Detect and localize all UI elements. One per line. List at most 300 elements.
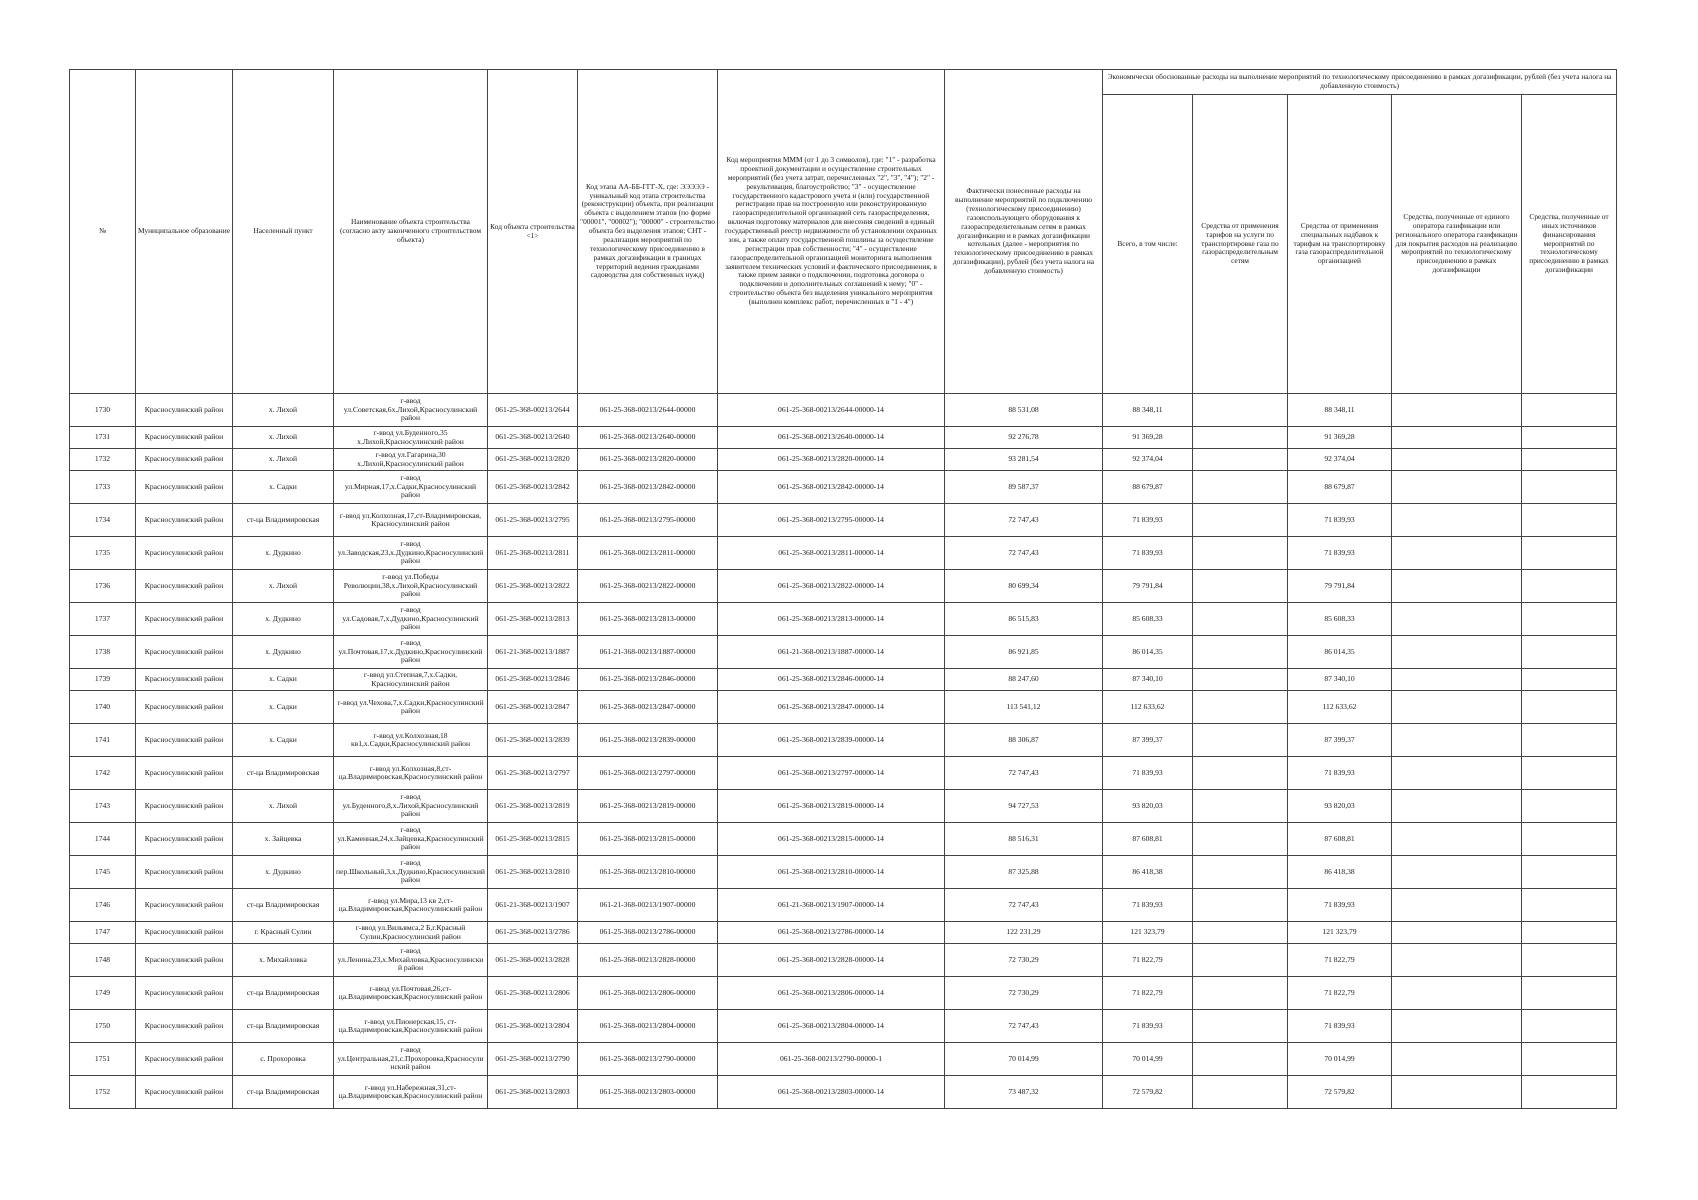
cell-actual-costs: 72 747,43 [945,757,1103,790]
cell-no: 1743 [70,790,136,823]
cell-tariff-transport [1193,636,1288,669]
cell-other-sources [1522,790,1617,823]
cell-no: 1751 [70,1043,136,1076]
cell-other-sources [1522,977,1617,1010]
cell-special-markups: 86 014,35 [1288,636,1392,669]
cell-event-code: 061-25-368-00213/2842-00000-14 [718,471,945,504]
cell-other-sources [1522,504,1617,537]
table-header [70,70,1617,394]
cell-object-name: г-ввод ул.Победы Революции,38,х.Лихой,Красносулинский район [334,570,488,603]
cell-total: 79 791,84 [1103,570,1193,603]
cell-settlement: х. Дудкино [233,603,334,636]
cell-event-code: 061-25-368-00213/2804-00000-14 [718,1010,945,1043]
header-total: Всего, в том числе: [1103,95,1193,394]
cell-municipality: Красносулинский район [136,1010,233,1043]
cell-tariff-transport [1193,427,1288,449]
cell-settlement: ст-ца Владимировская [233,1010,334,1043]
cell-object-code: 061-25-368-00213/2811 [488,537,578,570]
cell-actual-costs: 122 231,29 [945,922,1103,944]
cell-object-name: г-ввод ул.Вильямса,2 Б,г.Красный Сулин,Красносулинский район [334,922,488,944]
cell-other-sources [1522,603,1617,636]
cell-municipality: Красносулинский район [136,669,233,691]
cell-actual-costs: 94 727,53 [945,790,1103,823]
cell-event-code: 061-25-368-00213/2822-00000-14 [718,570,945,603]
cell-total: 71 839,93 [1103,1010,1193,1043]
cell-event-code: 061-25-368-00213/2846-00000-14 [718,669,945,691]
table-row [70,823,1617,856]
cell-object-name: г-ввод ул.Заводская,23,х.Дудкино,Красносулинский район [334,537,488,570]
cell-single-operator [1392,504,1522,537]
cell-special-markups: 87 399,37 [1288,724,1392,757]
table-row [70,504,1617,537]
cell-special-markups: 88 348,11 [1288,394,1392,427]
cell-no: 1733 [70,471,136,504]
cell-event-code: 061-25-368-00213/2810-00000-14 [718,856,945,889]
cell-no: 1752 [70,1076,136,1109]
cell-actual-costs: 89 587,37 [945,471,1103,504]
cell-special-markups: 88 679,87 [1288,471,1392,504]
cell-single-operator [1392,427,1522,449]
cell-total: 92 374,04 [1103,449,1193,471]
cell-actual-costs: 93 281,54 [945,449,1103,471]
cell-no: 1745 [70,856,136,889]
table-row [70,1043,1617,1076]
cell-actual-costs: 72 730,29 [945,977,1103,1010]
cell-other-sources [1522,889,1617,922]
cell-settlement: ст-ца Владимировская [233,1076,334,1109]
cell-stage-code: 061-25-368-00213/2786-00000 [578,922,718,944]
cell-object-name: г-ввод ул.Буденного,8,х.Лихой,Красносулинский район [334,790,488,823]
cell-single-operator [1392,1076,1522,1109]
table-row [70,669,1617,691]
cell-municipality: Красносулинский район [136,691,233,724]
cell-special-markups: 71 822,79 [1288,944,1392,977]
cell-total: 71 839,93 [1103,757,1193,790]
cell-total: 71 822,79 [1103,944,1193,977]
cell-event-code: 061-25-368-00213/2847-00000-14 [718,691,945,724]
cell-object-name: г-ввод ул.Чехова,7,х.Садки,Красносулинский район [334,691,488,724]
table-row [70,724,1617,757]
cell-special-markups: 87 340,10 [1288,669,1392,691]
cell-stage-code: 061-25-368-00213/2819-00000 [578,790,718,823]
cell-no: 1746 [70,889,136,922]
cell-stage-code: 061-25-368-00213/2846-00000 [578,669,718,691]
cell-settlement: г. Красный Сулин [233,922,334,944]
cell-total: 70 014,99 [1103,1043,1193,1076]
cell-single-operator [1392,977,1522,1010]
cell-tariff-transport [1193,856,1288,889]
cell-special-markups: 71 839,93 [1288,889,1392,922]
cell-total: 71 839,93 [1103,889,1193,922]
cell-no: 1738 [70,636,136,669]
header-stage-code: Код этапа АА-ББ-ГГГ-Х, где: ЭЭЭЭЭ - уникальный код этапа строительства (реконструкции) объекта, при реализации объекта с выделением этапов (по форме "00001", "00002"); "00000" - строительство объекта без выделения этапов; СНТ - реализация мероприятий по технологическому присоединению в рамках догазификации в границах территорий ведения гражданами садоводства для собственных нужд) [578,70,718,394]
cell-no: 1734 [70,504,136,537]
cost-table [69,69,1617,1109]
cell-single-operator [1392,1010,1522,1043]
cell-event-code: 061-21-368-00213/1887-00000-14 [718,636,945,669]
cell-special-markups: 71 822,79 [1288,977,1392,1010]
cell-total: 88 348,11 [1103,394,1193,427]
header-economic-group: Экономически обоснованные расходы на выполнение мероприятий по технологическому присоединению в рамках догазификации, рублей (без учета налога на добавленную стоимость) [1103,70,1617,95]
cell-total: 71 839,93 [1103,537,1193,570]
cell-settlement: х. Лихой [233,427,334,449]
table-row [70,944,1617,977]
cell-other-sources [1522,1010,1617,1043]
cell-object-name: г-ввод ул.Буденного,35 х.Лихой,Красносулинский район [334,427,488,449]
cell-single-operator [1392,537,1522,570]
cell-stage-code: 061-21-368-00213/1907-00000 [578,889,718,922]
cell-object-name: г-ввод ул.Гагарина,30 х.Лихой,Красносулинский район [334,449,488,471]
cell-special-markups: 70 014,99 [1288,1043,1392,1076]
cell-other-sources [1522,823,1617,856]
cell-municipality: Красносулинский район [136,504,233,537]
cell-total: 72 579,82 [1103,1076,1193,1109]
cell-municipality: Красносулинский район [136,427,233,449]
cell-object-name: г-ввод ул.Колхозная,8,ст-ца.Владимировская,Красносулинский район [334,757,488,790]
cell-no: 1744 [70,823,136,856]
cell-municipality: Красносулинский район [136,1043,233,1076]
cell-object-code: 061-25-368-00213/2804 [488,1010,578,1043]
cell-tariff-transport [1193,823,1288,856]
cell-total: 87 399,37 [1103,724,1193,757]
cell-actual-costs: 88 306,87 [945,724,1103,757]
cell-object-name: г-ввод ул.Набережная,31,ст-ца.Владимировская,Красносулинский район [334,1076,488,1109]
cell-object-name: г-ввод ул.Колхозная,18 кв1,х.Садки,Красносулинский район [334,724,488,757]
cell-object-name: г-ввод ул.Мира,13 кв 2,ст-ца.Владимировская,Красносулинский район [334,889,488,922]
cell-object-code: 061-25-368-00213/2820 [488,449,578,471]
cell-special-markups: 71 839,93 [1288,537,1392,570]
cell-event-code: 061-25-368-00213/2797-00000-14 [718,757,945,790]
cell-object-code: 061-21-368-00213/1887 [488,636,578,669]
cell-object-name: г-ввод ул.Центральная,21,с.Прохоровка,Красносулинский район [334,1043,488,1076]
cell-single-operator [1392,856,1522,889]
cell-stage-code: 061-25-368-00213/2795-00000 [578,504,718,537]
cell-single-operator [1392,1043,1522,1076]
table-row [70,856,1617,889]
cell-other-sources [1522,691,1617,724]
cell-object-code: 061-25-368-00213/2813 [488,603,578,636]
cell-other-sources [1522,757,1617,790]
cell-other-sources [1522,471,1617,504]
cell-single-operator [1392,922,1522,944]
cell-no: 1735 [70,537,136,570]
cell-event-code: 061-25-368-00213/2813-00000-14 [718,603,945,636]
cell-object-code: 061-21-368-00213/1907 [488,889,578,922]
cell-event-code: 061-25-368-00213/2811-00000-14 [718,537,945,570]
header-municipality: Муниципальное образование [136,70,233,394]
cell-event-code: 061-25-368-00213/2819-00000-14 [718,790,945,823]
cell-object-name: г-ввод пер.Школьный,3,х.Дудкино,Красносулинский район [334,856,488,889]
cell-actual-costs: 88 247,60 [945,669,1103,691]
cell-object-code: 061-25-368-00213/2790 [488,1043,578,1076]
cell-object-code: 061-25-368-00213/2803 [488,1076,578,1109]
cell-object-name: г-ввод ул.Почтовая,26,ст-ца.Владимировская,Красносулинский район [334,977,488,1010]
cell-object-name: г-ввод ул.Ленина,23,х.Михайловка,Красносулинский район [334,944,488,977]
cell-tariff-transport [1193,1043,1288,1076]
table-body [70,394,1617,1109]
cell-object-name: г-ввод ул.Почтовая,17,х.Дудкино,Красносулинский район [334,636,488,669]
cell-other-sources [1522,427,1617,449]
cell-actual-costs: 72 747,43 [945,1010,1103,1043]
cell-settlement: ст-ца Владимировская [233,889,334,922]
header-tariff-transport: Средства от применения тарифов на услуги по транспортировке газа по газораспределительным сетям [1193,95,1288,394]
table-row [70,537,1617,570]
cell-object-code: 061-25-368-00213/2806 [488,977,578,1010]
cell-total: 71 822,79 [1103,977,1193,1010]
cell-stage-code: 061-25-368-00213/2828-00000 [578,944,718,977]
cell-event-code: 061-25-368-00213/2806-00000-14 [718,977,945,1010]
cell-no: 1748 [70,944,136,977]
cell-other-sources [1522,724,1617,757]
cell-total: 93 820,03 [1103,790,1193,823]
cell-stage-code: 061-25-368-00213/2810-00000 [578,856,718,889]
cell-event-code: 061-25-368-00213/2828-00000-14 [718,944,945,977]
cell-other-sources [1522,1076,1617,1109]
cell-settlement: х. Садки [233,471,334,504]
cell-tariff-transport [1193,669,1288,691]
cell-other-sources [1522,1043,1617,1076]
header-object-name: Наименование объекта строительства (согласно акту законченного строительством объекта) [334,70,488,394]
cell-tariff-transport [1193,537,1288,570]
cell-no: 1730 [70,394,136,427]
cell-no: 1750 [70,1010,136,1043]
cell-actual-costs: 73 487,32 [945,1076,1103,1109]
cell-single-operator [1392,944,1522,977]
cell-special-markups: 87 608,81 [1288,823,1392,856]
cell-object-code: 061-25-368-00213/2640 [488,427,578,449]
cell-actual-costs: 72 730,29 [945,944,1103,977]
cell-municipality: Красносулинский район [136,449,233,471]
cell-stage-code: 061-25-368-00213/2790-00000 [578,1043,718,1076]
cell-municipality: Красносулинский район [136,394,233,427]
cell-single-operator [1392,636,1522,669]
cell-no: 1739 [70,669,136,691]
cell-event-code: 061-25-368-00213/2786-00000-14 [718,922,945,944]
cell-object-code: 061-25-368-00213/2819 [488,790,578,823]
cell-event-code: 061-25-368-00213/2839-00000-14 [718,724,945,757]
cell-object-code: 061-25-368-00213/2842 [488,471,578,504]
cell-no: 1736 [70,570,136,603]
cell-tariff-transport [1193,757,1288,790]
cell-single-operator [1392,471,1522,504]
cell-tariff-transport [1193,1076,1288,1109]
cell-settlement: ст-ца Владимировская [233,757,334,790]
cell-actual-costs: 88 531,08 [945,394,1103,427]
cell-special-markups: 71 839,93 [1288,1010,1392,1043]
cell-special-markups: 85 608,33 [1288,603,1392,636]
cell-object-code: 061-25-368-00213/2839 [488,724,578,757]
cell-settlement: х. Лихой [233,570,334,603]
cell-actual-costs: 87 325,88 [945,856,1103,889]
cell-municipality: Красносулинский район [136,856,233,889]
cell-object-code: 061-25-368-00213/2797 [488,757,578,790]
cell-actual-costs: 80 699,34 [945,570,1103,603]
cell-tariff-transport [1193,691,1288,724]
cell-tariff-transport [1193,790,1288,823]
cell-other-sources [1522,570,1617,603]
table-row [70,757,1617,790]
cell-event-code: 061-25-368-00213/2644-00000-14 [718,394,945,427]
cell-tariff-transport [1193,570,1288,603]
cell-tariff-transport [1193,889,1288,922]
header-object-code: Код объекта строительства <1> [488,70,578,394]
cell-municipality: Красносулинский район [136,570,233,603]
cell-object-name: г-ввод ул.Колхозная,17,ст-Владимировская, Красносулинский район [334,504,488,537]
cell-event-code: 061-25-368-00213/2820-00000-14 [718,449,945,471]
cell-single-operator [1392,724,1522,757]
cell-tariff-transport [1193,944,1288,977]
table-row [70,471,1617,504]
header-no: № [70,70,136,394]
cell-tariff-transport [1193,394,1288,427]
cell-object-code: 061-25-368-00213/2644 [488,394,578,427]
cell-total: 85 608,33 [1103,603,1193,636]
cell-object-code: 061-25-368-00213/2815 [488,823,578,856]
cell-other-sources [1522,669,1617,691]
cell-object-code: 061-25-368-00213/2828 [488,944,578,977]
cell-stage-code: 061-25-368-00213/2811-00000 [578,537,718,570]
cell-single-operator [1392,570,1522,603]
cell-object-code: 061-25-368-00213/2786 [488,922,578,944]
table-row [70,977,1617,1010]
cell-special-markups: 71 839,93 [1288,504,1392,537]
table-row [70,427,1617,449]
cell-single-operator [1392,691,1522,724]
cell-stage-code: 061-25-368-00213/2640-00000 [578,427,718,449]
cell-municipality: Красносулинский район [136,977,233,1010]
table-row [70,1010,1617,1043]
cell-event-code: 061-25-368-00213/2640-00000-14 [718,427,945,449]
cell-object-name: г-ввод ул.Мирная,17,х.Садки,Красносулинский район [334,471,488,504]
cell-tariff-transport [1193,504,1288,537]
cell-object-name: г-ввод ул.Степная,7,х.Садки, Красносулинский район [334,669,488,691]
cell-actual-costs: 86 921,85 [945,636,1103,669]
cell-settlement: х. Дудкино [233,636,334,669]
cell-total: 86 418,38 [1103,856,1193,889]
cell-stage-code: 061-25-368-00213/2815-00000 [578,823,718,856]
cell-stage-code: 061-25-368-00213/2644-00000 [578,394,718,427]
cell-actual-costs: 86 515,83 [945,603,1103,636]
cell-total: 91 369,28 [1103,427,1193,449]
cell-object-name: г-ввод ул.Советская,6х.Лихой,Красносулинский район [334,394,488,427]
cell-municipality: Красносулинский район [136,537,233,570]
cell-stage-code: 061-25-368-00213/2847-00000 [578,691,718,724]
cell-municipality: Красносулинский район [136,1076,233,1109]
table-row [70,1076,1617,1109]
cell-municipality: Красносулинский район [136,823,233,856]
cell-total: 87 608,81 [1103,823,1193,856]
cell-object-code: 061-25-368-00213/2810 [488,856,578,889]
cell-object-code: 061-25-368-00213/2846 [488,669,578,691]
table-row [70,922,1617,944]
cell-no: 1737 [70,603,136,636]
cell-object-name: г-ввод ул.Садовая,7,х.Дудкино,Красносулинский район [334,603,488,636]
cell-municipality: Красносулинский район [136,636,233,669]
cell-other-sources [1522,449,1617,471]
cell-object-code: 061-25-368-00213/2847 [488,691,578,724]
cell-stage-code: 061-25-368-00213/2813-00000 [578,603,718,636]
cell-event-code: 061-25-368-00213/2795-00000-14 [718,504,945,537]
cell-no: 1731 [70,427,136,449]
cell-event-code: 061-25-368-00213/2790-00000-1 [718,1043,945,1076]
cell-settlement: х. Зайцевка [233,823,334,856]
cell-settlement: х. Садки [233,691,334,724]
cell-other-sources [1522,394,1617,427]
cell-event-code: 061-25-368-00213/2815-00000-14 [718,823,945,856]
cell-settlement: х. Садки [233,669,334,691]
table-row [70,790,1617,823]
cell-stage-code: 061-25-368-00213/2839-00000 [578,724,718,757]
cell-total: 112 633,62 [1103,691,1193,724]
cell-object-code: 061-25-368-00213/2795 [488,504,578,537]
cell-actual-costs: 72 747,43 [945,889,1103,922]
cell-settlement: х. Лихой [233,449,334,471]
cell-settlement: ст-ца Владимировская [233,504,334,537]
cell-object-name: г-ввод ул.Пионерская,15, ст-ца.Владимировская,Красносулинский район [334,1010,488,1043]
cell-actual-costs: 72 747,43 [945,537,1103,570]
cell-total: 121 323,79 [1103,922,1193,944]
table-row [70,889,1617,922]
cell-stage-code: 061-25-368-00213/2804-00000 [578,1010,718,1043]
cell-settlement: х. Садки [233,724,334,757]
cell-special-markups: 92 374,04 [1288,449,1392,471]
table-row [70,603,1617,636]
cell-special-markups: 79 791,84 [1288,570,1392,603]
header-actual-costs: Фактически понесенные расходы на выполнение мероприятий по подключению (технологическому присоединению) газоиспользующего оборудования к газораспределительным сетям в рамках догазификации и в рамках догазификации котельных (далее - мероприятия по технологическому присоединению в рамках догазификации), рублей (без учета налога на добавленную стоимость) [945,70,1103,394]
cell-stage-code: 061-25-368-00213/2820-00000 [578,449,718,471]
cell-municipality: Красносулинский район [136,471,233,504]
cell-event-code: 061-25-368-00213/2803-00000-14 [718,1076,945,1109]
cell-other-sources [1522,636,1617,669]
cell-no: 1732 [70,449,136,471]
cell-stage-code: 061-25-368-00213/2803-00000 [578,1076,718,1109]
cell-municipality: Красносулинский район [136,889,233,922]
cell-no: 1741 [70,724,136,757]
cell-tariff-transport [1193,922,1288,944]
cell-total: 71 839,93 [1103,504,1193,537]
cell-no: 1742 [70,757,136,790]
cell-stage-code: 061-25-368-00213/2822-00000 [578,570,718,603]
cell-special-markups: 93 820,03 [1288,790,1392,823]
cell-no: 1740 [70,691,136,724]
cell-object-name: г-ввод ул.Каменная,24,х.Зайцевка,Красносулинский район [334,823,488,856]
cell-tariff-transport [1193,724,1288,757]
cell-tariff-transport [1193,603,1288,636]
table-row [70,636,1617,669]
cell-settlement: х. Дудкино [233,537,334,570]
table-row [70,449,1617,471]
cell-single-operator [1392,790,1522,823]
cell-stage-code: 061-25-368-00213/2797-00000 [578,757,718,790]
cell-total: 86 014,35 [1103,636,1193,669]
header-single-operator: Средства, полученные от единого оператора газификации или регионального оператора газификации для покрытия расходов на реализацию мероприятий по технологическому присоединению в рамках догазификации [1392,95,1522,394]
cell-special-markups: 112 633,62 [1288,691,1392,724]
table-row [70,394,1617,427]
cell-other-sources [1522,856,1617,889]
table-row [70,691,1617,724]
cell-settlement: ст-ца Владимировская [233,977,334,1010]
cell-total: 87 340,10 [1103,669,1193,691]
cell-settlement: с. Прохоровка [233,1043,334,1076]
cell-single-operator [1392,889,1522,922]
header-event-code: Код мероприятия ММM (от 1 до 3 символов), где: "1" - разработка проектной документации и осуществление строительных мероприятий (без учета затрат, перечисленных "2", "3", "4"); "2" - рекультивация, благоустройство; "3" - осуществление государственного кадастрового учета и (или) государственной регистрации прав на построенную или реконструированную газораспределительной организацией сеть газораспределения, включая подготовку материалов для внесения сведений в единый государственный реестр недвижимости об установлении охранных зон, а также оплату государственной пошлины за осуществление регистрации прав собственности; "4" - осуществление газораспределительной организацией мониторинга выполнения заявителем технических условий и фактического присоединения, в также прием заявки о подключении, подготовка договора о подключении и дополнительных соглашений к нему; "0" - строительство объекта без выделения уникального мероприятия (выполнен комплекс работ, перечисленных в "1 - 4") [718,70,945,394]
cell-no: 1749 [70,977,136,1010]
cell-special-markups: 91 369,28 [1288,427,1392,449]
header-special-markups: Средства от применения специальных надбавок к тарифам на транспортировку газа газораспределительной организацией [1288,95,1392,394]
cell-single-operator [1392,823,1522,856]
cell-tariff-transport [1193,471,1288,504]
cell-settlement: х. Лихой [233,790,334,823]
